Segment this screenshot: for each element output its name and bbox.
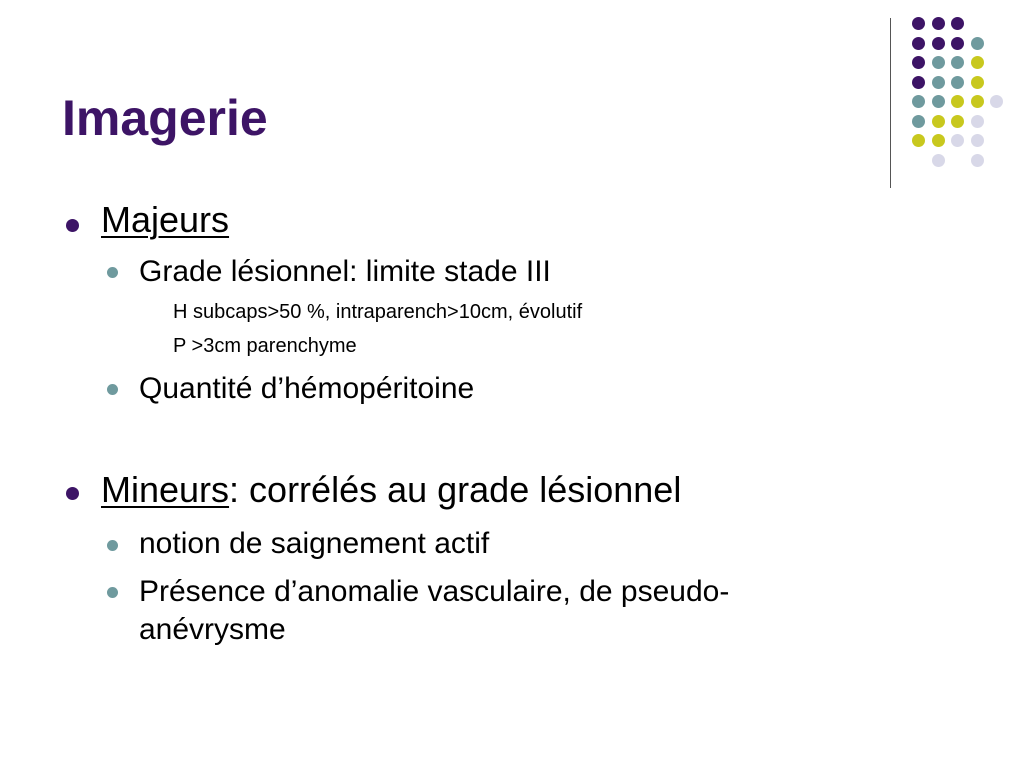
list-item: notion de saignement actif	[139, 527, 490, 560]
decorative-dot-icon	[971, 95, 984, 108]
decorative-dot-icon	[951, 134, 964, 147]
decorative-dot-icon	[971, 115, 984, 128]
decorative-dot-icon	[971, 37, 984, 50]
slide-title: Imagerie	[62, 90, 268, 146]
decorative-dot-icon	[912, 17, 925, 30]
decorative-dot-icon	[951, 76, 964, 89]
decorative-dot-icon	[912, 56, 925, 69]
section-heading-majeurs	[101, 199, 229, 241]
decorative-dot-icon	[932, 56, 945, 69]
decorative-dot-icon	[912, 76, 925, 89]
section-heading-mineurs	[101, 469, 681, 511]
decorative-dot-icon	[912, 134, 925, 147]
decorative-dot-icon	[990, 95, 1003, 108]
decorative-dot-icon	[932, 95, 945, 108]
decorative-dot-icon	[951, 17, 964, 30]
decorative-dot-icon	[971, 154, 984, 167]
decorative-dot-icon	[932, 115, 945, 128]
level1-bullet-icon	[66, 487, 79, 500]
decorative-dot-icon	[951, 56, 964, 69]
level1-bullet-icon	[66, 219, 79, 232]
divider-line	[890, 18, 891, 188]
level2-bullet-icon	[107, 384, 118, 395]
decorative-dot-icon	[971, 134, 984, 147]
decorative-dot-icon	[912, 115, 925, 128]
decorative-dot-icon	[932, 76, 945, 89]
decorative-dot-icon	[971, 76, 984, 89]
decorative-dot-icon	[932, 154, 945, 167]
decorative-dot-icon	[912, 37, 925, 50]
list-subitem: P >3cm parenchyme	[173, 335, 357, 357]
list-item: Quantité d’hémopéritoine	[139, 372, 475, 405]
list-item: Grade lésionnel: limite stade III	[139, 255, 551, 288]
section-heading-suffix: : corrélés au grade lésionnel	[229, 469, 682, 510]
list-item: Présence d’anomalie vasculaire, de pseudo-	[139, 575, 730, 608]
decorative-dot-icon	[951, 95, 964, 108]
list-item-continuation: anévrysme	[139, 613, 286, 646]
decorative-dot-icon	[912, 95, 925, 108]
decorative-dot-icon	[971, 56, 984, 69]
level2-bullet-icon	[107, 540, 118, 551]
section-heading-label: Mineurs	[101, 469, 230, 510]
decorative-dot-icon	[951, 37, 964, 50]
list-subitem: H subcaps>50 %, intraparench>10cm, évolutif	[173, 301, 583, 323]
level2-bullet-icon	[107, 587, 118, 598]
section-heading-label: Majeurs	[101, 199, 230, 240]
decorative-dot-icon	[951, 115, 964, 128]
decorative-dot-icon	[932, 134, 945, 147]
level2-bullet-icon	[107, 267, 118, 278]
decorative-dot-icon	[932, 17, 945, 30]
decorative-dot-icon	[932, 37, 945, 50]
